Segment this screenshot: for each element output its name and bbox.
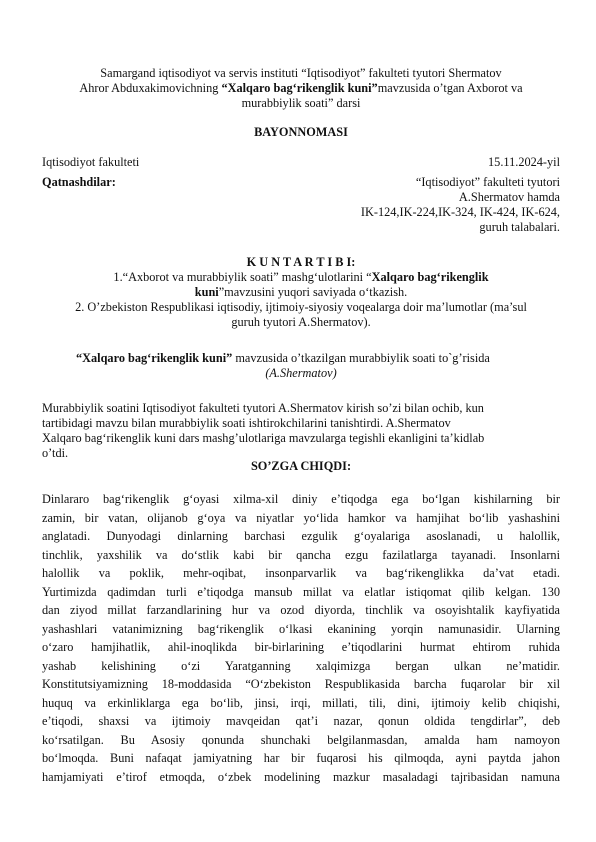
speech-line: huquq va erkinliklarga ega bo‘lib, jinsi, irqi, millati, tili, dini, ijtimoiy kelib chiqishi,	[42, 695, 560, 710]
document-date: 15.11.2024-yil	[488, 155, 560, 169]
summary-line: tartibidagi mavzu bilan murabbiylik soati ishtirokchilarini tanishtirdi. A.Shermatov	[42, 416, 451, 430]
header-line-3: murabbiylik soati” darsi	[241, 96, 361, 110]
agenda-title: K U N T A R T I B I:	[246, 255, 356, 269]
speech-line: Dinlararo bag‘rikenglik g‘oyasi xilma-xil diniy e’tiqodga ega bo‘lgan kishilarning bir	[42, 492, 560, 506]
agenda-item-2: 2. O’zbekiston Respublikasi iqtisodiy, ijtimoiy-siyosiy voqealarga doir ma’lumotlar (ma’sul	[75, 300, 527, 314]
faculty-date-row	[42, 155, 560, 170]
participants-label: Qatnashdilar:	[42, 175, 116, 189]
participants-line: IK-124,IK-224,IK-324, IK-424, IK-624,	[360, 205, 560, 219]
summary-line: Xalqaro bag‘rikenglik kuni dars mashg’ulotlariga mavzularga tegishli ekanligini ta’kidlab	[42, 431, 485, 445]
participants-line: “Iqtisodiyot” fakulteti tyutori	[415, 175, 560, 189]
speech-line: yashab kelishining o‘zi Yaratganning xalqimizga bergan ulkan ne’matidir.	[42, 658, 560, 673]
header-line-2-pre: Ahror Abduxakimovichning	[79, 81, 222, 95]
topic-speaker: (A.Shermatov)	[265, 366, 337, 380]
summary-line: o’tdi.	[42, 446, 69, 460]
speech-line: halollik va poklik, mehr-oqibat, insonparvarlik va bag‘rikenglikka da’vat etadi.	[42, 566, 560, 580]
topic-block	[42, 351, 560, 381]
speech-line: Yurtimizda qadimdan turli e’tiqodga mansub millat va elatlar istiqomat qilib kelgan. 130	[42, 584, 560, 599]
speech-line: yashashlari vatanimizning bag‘rikenglik o‘lkasi ekanining yorqin namunasidir. Ularning	[42, 621, 560, 636]
agenda-block	[42, 255, 560, 330]
header-line-1: Samargand iqtisodiyot va servis instituti “Iqtisodiyot” fakulteti tyutori Shermatov	[100, 66, 502, 80]
topic-rest: mavzusida o’tkazilgan murabbiylik soati to`g’risida	[232, 351, 490, 365]
participants-block	[42, 175, 560, 237]
agenda-item-1-cont: kuni”mavzusini yuqori saviyada o‘tkazish.	[194, 285, 408, 299]
speech-line: tinchlik, yaxshilik va do‘stlik kabi bir qancha ezgu fazilatlarga tayanadi. Insonlarni	[42, 547, 560, 562]
header-line-2	[42, 81, 560, 96]
document-title: BAYONNOMASI	[254, 125, 348, 139]
summary-paragraph	[42, 401, 560, 461]
summary-line: Murabbiylik soatini Iqtisodiyot fakulteti tyutori A.Shermatov kirish so’zi bilan ochib, kun	[42, 401, 484, 415]
faculty-name: Iqtisodiyot fakulteti	[42, 155, 140, 169]
speech-line: Konstitutsiyamizning 18-moddasida “O‘zbekiston Respublikasida barcha fuqarolar bir xil	[42, 677, 560, 691]
speech-line: dan ziyod millat farzandlarining hur va ozod diyorda, tinchlik va osoyishtalik kayfiyatida	[42, 603, 560, 617]
speech-line: zamin, bir vatan, olijanob g‘oya va niyatlar yo‘lida hamkor va hamjihat bo‘lib yashashini	[42, 510, 560, 525]
speech-line: e’tiqodi, shaxsi va ijtimoiy mavqeidan qat’i nazar, qonun oldida tengdirlar”, deb	[42, 714, 560, 728]
speech-line: ko‘rsatilgan. Bu Asosiy qonunda shunchaki belgilanmasdan, amalda ham namoyon	[42, 732, 560, 747]
speech-title: SO’ZGA CHIQDI:	[250, 459, 352, 473]
topic-title: “Xalqaro bag‘rikenglik kuni”	[76, 351, 233, 365]
speech-body	[42, 490, 560, 786]
agenda-item-2-cont: guruh tyutori A.Shermatov).	[231, 315, 371, 329]
speech-line: bo‘lmoqda. Buni nafaqat jamiyatning har bir fuqarosi his qilmoqda, ayni paytda jahon	[42, 751, 560, 765]
header-event-title: “Xalqaro bag‘rikenglik kuni”	[221, 81, 378, 95]
participants-list	[361, 175, 560, 235]
speech-line: o‘zaro hamjihatlik, ahil-inoqlikda bir-birlarining e’tiqodlarini hurmat ehtirom ruhida	[42, 640, 560, 654]
participants-line: guruh talabalari.	[479, 220, 560, 234]
speech-line: hamjamiyati e’tirof etmoqda, o‘zbek modelining mazkur masaladagi tajribasidan namuna	[42, 769, 560, 784]
speech-line: anglatadi. Dunyodagi dinlarning barchasi ezgulik g‘oyalariga asoslanadi, u halollik,	[42, 529, 560, 543]
header-line-2-post: mavzusida o’tgan Axborot va	[377, 81, 523, 95]
document-header	[42, 66, 560, 111]
topic-line	[42, 351, 560, 366]
participants-line: A.Shermatov hamda	[458, 190, 560, 204]
agenda-item-1: 1.“Axborot va murabbiylik soati” mashg‘ulotlarini “Xalqaro bag‘rikenglik	[113, 270, 489, 284]
